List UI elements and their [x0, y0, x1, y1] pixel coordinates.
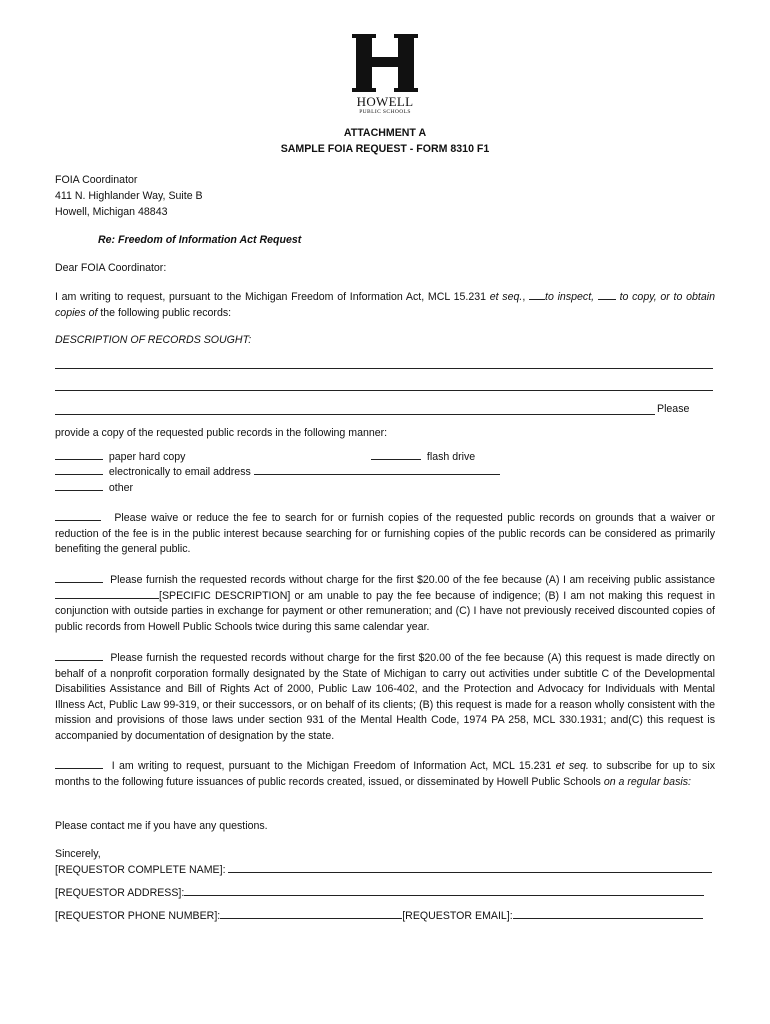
- salutation: Dear FOIA Coordinator:: [55, 262, 167, 274]
- option-inspect: to inspect,: [545, 291, 595, 303]
- nonprofit-paragraph: [55, 651, 715, 745]
- inspect-blank[interactable]: [529, 290, 545, 300]
- address-line-1: FOIA Coordinator: [55, 174, 138, 186]
- requestor-phone-field[interactable]: [220, 909, 402, 919]
- logo-name-text: HOWELL: [356, 94, 414, 109]
- option-paper-row: [55, 450, 185, 463]
- subscription-blank[interactable]: [55, 759, 103, 769]
- description-label: DESCRIPTION OF RECORDS SOUGHT:: [55, 334, 252, 346]
- flash-checkbox-blank[interactable]: [371, 450, 421, 460]
- description-line-1[interactable]: [55, 368, 713, 369]
- subscription-text-1: I am writing to request, pursuant to the Michigan Freedom of Information Act, MCL 15.231: [111, 760, 556, 772]
- subscription-regular-basis: on a regular basis:: [603, 775, 691, 788]
- requestor-name-row: [55, 863, 712, 876]
- address-line-3: Howell, Michigan 48843: [55, 206, 168, 218]
- description-line-3[interactable]: [55, 414, 655, 415]
- intro-et-seq: et seq.: [489, 291, 523, 303]
- requestor-email-field[interactable]: [513, 909, 703, 919]
- fee-waiver-blank[interactable]: [55, 511, 101, 521]
- requestor-email-label: [REQUESTOR EMAIL]:: [402, 910, 513, 922]
- other-checkbox-blank[interactable]: [55, 481, 103, 491]
- intro-text-1: I am writing to request, pursuant to the Michigan Freedom of Information Act, MCL 15.231: [55, 291, 490, 303]
- fee-waiver-text: Please waive or reduce the fee to search for or furnish copies of the requested public records on grounds that a waiver or reduction of the fee is in the public interest because searching for or furnishing copies of the public records can be considered as primarily benefiting the general public.: [55, 512, 715, 556]
- intro-text-3: the following public records:: [97, 306, 232, 319]
- closing-text: Sincerely,: [55, 848, 101, 860]
- subscription-paragraph: [55, 759, 715, 790]
- requestor-contact-row: [55, 909, 703, 922]
- manner-text: provide a copy of the requested public records in the following manner:: [55, 427, 388, 439]
- option-other-row: [55, 481, 133, 494]
- description-line-2[interactable]: [55, 390, 713, 391]
- option-flash-label: flash drive: [426, 451, 476, 463]
- intro-text-2: ,: [522, 291, 530, 303]
- option-obtain-copies: to obtain copies of: [55, 291, 715, 319]
- address-line-2: 411 N. Highlander Way, Suite B: [55, 190, 203, 202]
- requestor-address-row: [55, 886, 704, 899]
- email-address-blank[interactable]: [254, 465, 500, 475]
- contact-text: Please contact me if you have any questions.: [55, 820, 268, 832]
- subscription-et-seq: et seq.: [555, 760, 589, 772]
- nonprofit-text: Please furnish the requested records without charge for the first $20.00 of the fee because (A) this request is made directly on behalf of a nonprofit corporation formally designated by the State of Michigan to carry out activities under subtitle C of the Developmental Disabilities Assistance and Bill of Rights Act of 2000, Public Law 106-402, and the Protection and Advocacy for Individuals with Mental Illness Act, Public Law 99-319, or their successors, or on behalf of its clients; (B) this request is made for a reason wholly consistent with the mission and provisions of those laws under section 931 of the Mental Health Code, 1974 PA 258, MCL 330.1931; and(C) this request is accompanied by documentation of designation by the state.: [55, 652, 715, 742]
- intro-paragraph: [55, 290, 715, 321]
- requestor-phone-label: [REQUESTOR PHONE NUMBER]:: [55, 910, 221, 922]
- please-text: Please: [657, 403, 690, 415]
- option-email-label: electronically to email address: [108, 466, 251, 478]
- howell-logo: [352, 34, 418, 116]
- requestor-address-label: [REQUESTOR ADDRESS]:: [55, 887, 185, 899]
- requestor-name-label: [REQUESTOR COMPLETE NAME]:: [55, 864, 226, 876]
- fee-waiver-paragraph: [55, 511, 715, 558]
- option-copy: to copy, or: [619, 291, 670, 303]
- howell-h-emblem-icon: [352, 34, 418, 92]
- paper-checkbox-blank[interactable]: [55, 450, 103, 460]
- nonprofit-blank[interactable]: [55, 651, 103, 661]
- assistance-description-blank[interactable]: [55, 589, 159, 599]
- requestor-name-field[interactable]: [228, 863, 712, 873]
- logo-subtitle-text: PUBLIC SCHOOLS: [359, 109, 411, 115]
- document-subtitle: SAMPLE FOIA REQUEST - FORM 8310 F1: [280, 143, 490, 155]
- copy-blank[interactable]: [598, 290, 616, 300]
- indigence-blank[interactable]: [55, 573, 103, 583]
- option-other-label: other: [108, 482, 134, 494]
- option-flash-row: [371, 450, 475, 463]
- indigence-text-2: [SPECIFIC DESCRIPTION] or am unable to pay the fee because of indigence; (B) I am not making this request in conjunction with outside parties in exchange for payment or other remuneration; and (C) I have not previously received discounted copies of public records from Howell Public Schools twice during this same calendar year.: [55, 589, 715, 633]
- option-paper-label: paper hard copy: [108, 451, 186, 463]
- email-checkbox-blank[interactable]: [55, 465, 103, 475]
- re-line: Re: Freedom of Information Act Request: [98, 234, 302, 246]
- requestor-address-field[interactable]: [184, 886, 704, 896]
- document-title: ATTACHMENT A: [343, 127, 427, 139]
- indigence-paragraph: [55, 573, 715, 635]
- subscription-text-2: to subscribe for up to six months to the following future issuances of public records created, issued, or disseminated by Howell Public Schools: [55, 760, 715, 788]
- option-email-row: [55, 465, 500, 478]
- indigence-text-1: Please furnish the requested records without charge for the first $20.00 of the fee because (A) I am receiving public assistance: [110, 574, 715, 586]
